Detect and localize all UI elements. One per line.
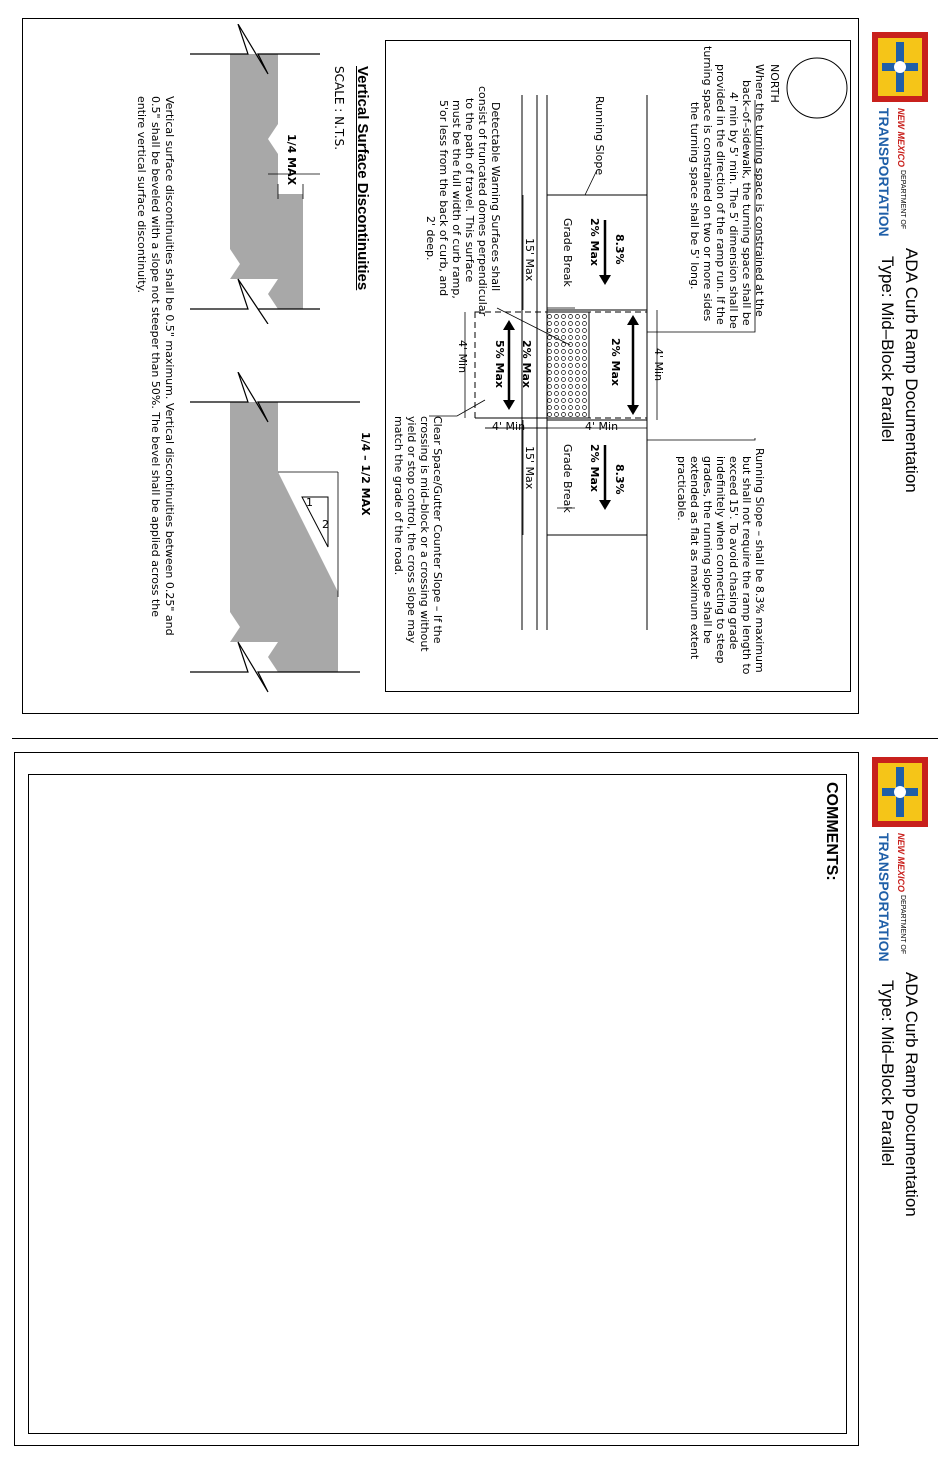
north-label: NORTH [768, 64, 781, 103]
doc-type: Type: Mid–Block Parallel [878, 256, 897, 443]
vsd-scale: SCALE : N.T.S. [332, 66, 346, 151]
doc-type-2: Type: Mid–Block Parallel [878, 980, 897, 1167]
dim-4-min-clear: 4' Min [456, 340, 469, 374]
cross-slope-landing: 2% Max [609, 338, 622, 386]
logo-transportation-2: TRANSPORTATION [876, 833, 892, 962]
slope-label-ramp2: 8.3% [613, 464, 626, 495]
doc-title-2: ADA Curb Ramp Documentation [902, 972, 921, 1217]
nmdot-logo-2 [872, 757, 928, 962]
page-separator [12, 738, 938, 739]
logo-new-mexico: NEW MEXICO [896, 108, 906, 168]
logo-department-2: DEPARTMENT OF [899, 895, 906, 955]
vsd-title: Vertical Surface Discontinuities [354, 66, 371, 291]
vsd-ratio-1: 1 [306, 496, 313, 509]
slope-label-ramp1: 8.3% [613, 234, 626, 265]
cross-slope-clear-space: 2% Max [520, 340, 533, 388]
running-slope-label: Running Slope [593, 96, 606, 176]
vsd-dim-quarter-max: 1/4 MAX [285, 134, 298, 186]
logo-new-mexico-2: NEW MEXICO [896, 833, 906, 893]
logo-department: DEPARTMENT OF [899, 170, 906, 230]
running-slope-clear-space: 5% Max [493, 340, 506, 388]
vsd-section-1 [190, 24, 320, 324]
dim-4-min-bottom-2: 4' Min [585, 420, 619, 433]
dim-4-min-bottom-1: 4' Min [492, 420, 526, 433]
cross-slope-ramp2: 2% Max [588, 444, 601, 492]
logo-transportation: TRANSPORTATION [876, 108, 892, 237]
vsd-ratio-2: 2 [322, 518, 329, 531]
doc-title: ADA Curb Ramp Documentation [902, 248, 921, 493]
north-arrow-circle [787, 58, 847, 118]
vsd-dim-range: 1/4 – 1/2 MAX [359, 432, 372, 516]
comments-box [28, 774, 847, 1434]
vsd-section-2 [190, 372, 360, 712]
grade-break-label-2: Grade Break [561, 444, 574, 513]
dim-4-min-landing: 4' Min [652, 348, 665, 382]
cross-slope-ramp1: 2% Max [588, 218, 601, 266]
dim-15-max-1: 15' Max [523, 238, 536, 282]
nmdot-logo [872, 32, 928, 237]
comments-label: COMMENTS: [823, 782, 840, 881]
dim-15-max-2: 15' Max [523, 446, 536, 490]
grade-break-label-1: Grade Break [561, 218, 574, 287]
